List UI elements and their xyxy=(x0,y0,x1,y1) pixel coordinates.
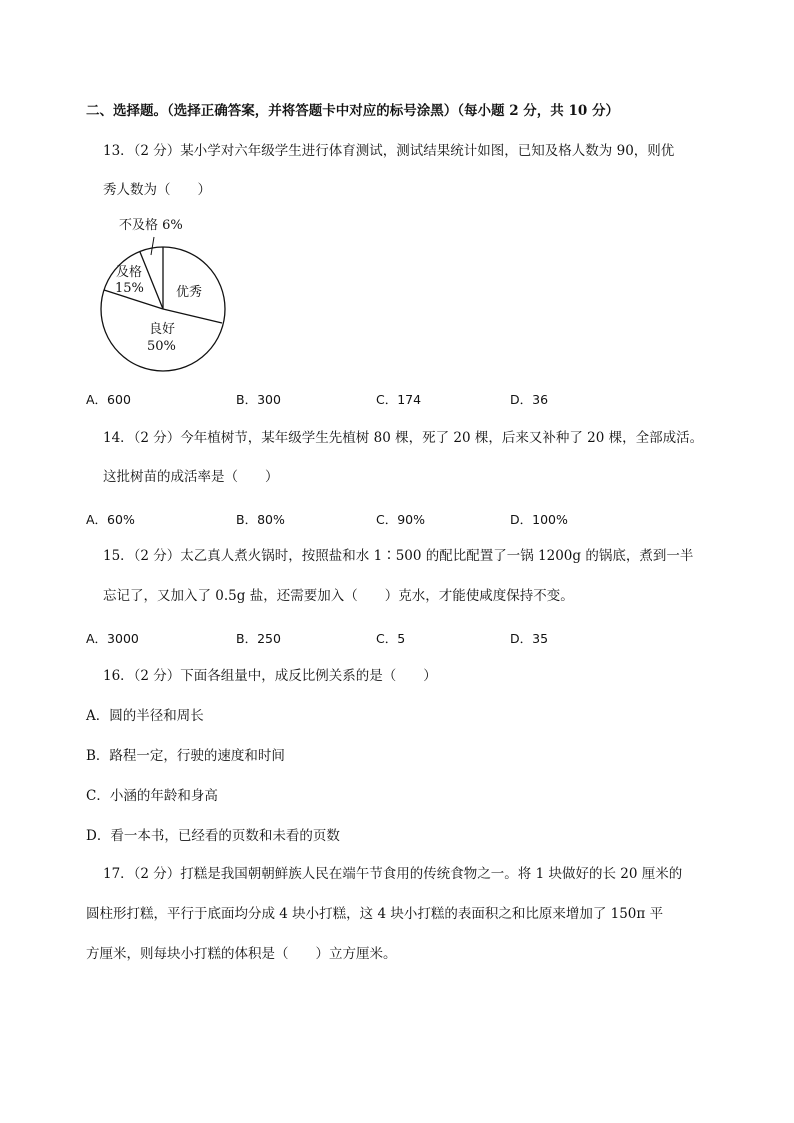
q15-option-a: A．3000 xyxy=(86,631,139,646)
q15-option-c: C．5 xyxy=(376,631,406,646)
q16-option-c: C．小涵的年龄和身高 xyxy=(86,788,218,804)
q14-option-b: B．80% xyxy=(236,512,285,527)
pie-chart xyxy=(92,210,242,375)
q16-option-a: A．圆的半径和周长 xyxy=(86,708,204,724)
q16-option-b: B．路程一定，行驶的速度和时间 xyxy=(86,748,285,764)
q17-text-line1: 17．（2 分）打糕是我国朝朝鲜族人民在端午节食用的传统食物之一。将 1 块做好的长 20 厘米的 xyxy=(103,866,683,882)
q17-text-line2: 圆柱形打糕，平行于底面均分成 4 块小打糕，这 4 块小打糕的表面积之和比原来增加了 150π 平 xyxy=(86,906,664,922)
q15-text-line1: 15．（2 分）太乙真人煮火锅时，按照盐和水 1∶500 的配比配置了一锅 1200g 的锅底，煮到一半 xyxy=(103,548,694,564)
q15-text-line2: 忘记了，又加入了 0.5g 盐，还需要加入（ ）克水，才能使咸度保持不变。 xyxy=(103,588,574,604)
q14-text-line1: 14．（2 分）今年植树节，某年级学生先植树 80 棵，死了 20 棵，后来又补种了 20 棵，全部成活。 xyxy=(103,430,704,446)
q13-option-d: D．36 xyxy=(510,392,549,407)
label-pass-name: 及格 xyxy=(116,265,143,280)
q13-option-b: B．300 xyxy=(236,392,281,407)
q13-text-line1: 13．（2 分）某小学对六年级学生进行体育测试，测试结果统计如图，已知及格人数为 90，则优 xyxy=(103,143,675,159)
q16-option-d: D．看一本书，已经看的页数和未看的页数 xyxy=(86,828,340,844)
q13-option-a: A．600 xyxy=(86,392,131,407)
q13-text-line2: 秀人数为（ ） xyxy=(103,182,211,198)
q15-option-d: D．35 xyxy=(510,631,549,646)
label-good-pct: 50% xyxy=(147,339,176,354)
q14-text-line2: 这批树苗的成活率是（ ） xyxy=(103,469,279,485)
section-heading: 二、选择题。（选择正确答案，并将答题卡中对应的标号涂黑）（每小题 2 分，共 10 分） xyxy=(86,103,619,119)
label-excellent: 优秀 xyxy=(176,285,203,300)
q14-option-d: D．100% xyxy=(510,512,568,527)
q14-option-c: C．90% xyxy=(376,512,426,527)
label-good-name: 良好 xyxy=(149,322,176,337)
q13-option-c: C．174 xyxy=(376,392,422,407)
q17-text-line3: 方厘米，则每块小打糕的体积是（ ）立方厘米。 xyxy=(86,946,397,962)
q16-text-line1: 16．（2 分）下面各组量中，成反比例关系的是（ ） xyxy=(103,668,437,684)
label-fail: 不及格 6% xyxy=(119,218,183,233)
label-pass-pct: 15% xyxy=(115,281,144,296)
q15-option-b: B．250 xyxy=(236,631,281,646)
q14-option-a: A．60% xyxy=(86,512,135,527)
